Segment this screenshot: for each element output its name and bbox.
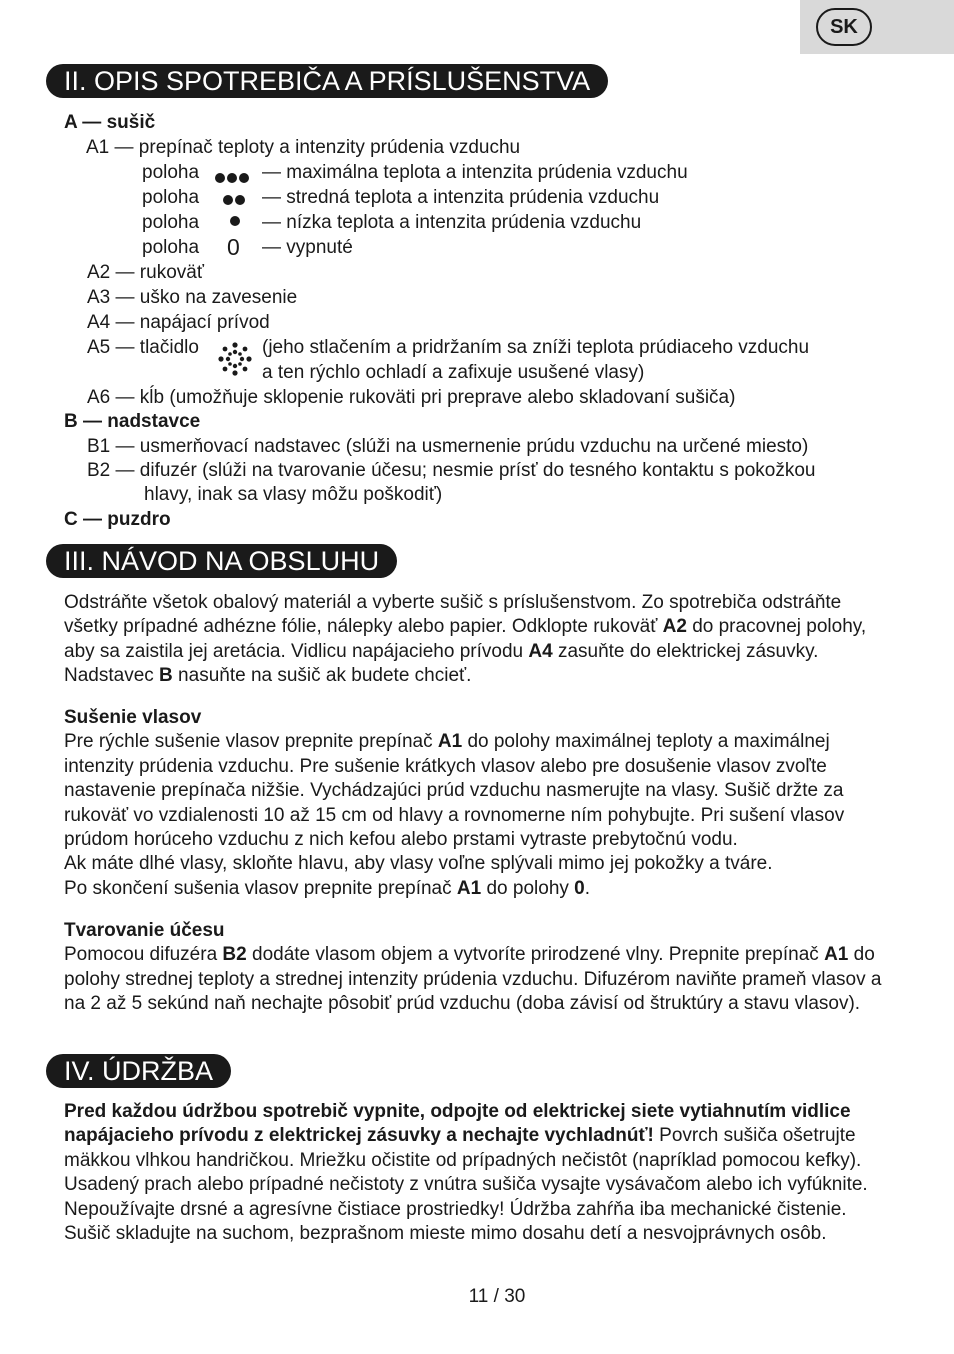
position-label: poloha bbox=[142, 187, 200, 208]
group-c-heading: C — puzdro bbox=[64, 509, 171, 530]
position-desc: — nízka teplota a intenzita prúdenia vzduchu bbox=[262, 212, 642, 233]
language-tab bbox=[800, 0, 954, 54]
zero-icon: 0 bbox=[227, 234, 240, 260]
position-label: poloha bbox=[142, 162, 200, 183]
styling-title: Tvarovanie účesu bbox=[64, 920, 225, 941]
page-number: 11 / 30 bbox=[468, 1286, 526, 1307]
two-dots-icon bbox=[222, 189, 246, 211]
item-a6: A6 — kĺb (umožňuje sklopenie rukoväti pri preprave alebo skladovaní sušiča) bbox=[87, 387, 736, 408]
intro-paragraph: Odstráňte všetok obalový materiál a vyberte sušič s príslušenstvom. Zo spotrebiča odstráňte všetky prípadné adhézne fólie, nálepky alebo papier. Odklopte rukoväť A2 do pracovnej polohy, aby sa zaistila jej aretácia. Vidlicu napájacieho prívodu A4 zasuňte do elektrickej zásuvky. Nadstavec B nasuňte na sušič ak budete chcieť. bbox=[64, 592, 867, 687]
position-desc: — stredná teplota a intenzita prúdenia vzduchu bbox=[262, 187, 660, 208]
three-dots-icon bbox=[214, 167, 250, 189]
section-title-instructions: III. NÁVOD NA OBSLUHU bbox=[46, 544, 397, 578]
item-a5-desc-2: a ten rýchlo ochladí a zafixuje usušené vlasy) bbox=[262, 362, 645, 383]
position-desc: — maximálna teplota a intenzita prúdenia vzduchu bbox=[262, 162, 688, 183]
item-b1: B1 — usmerňovací nadstavec (slúži na usmernenie prúdu vzduchu na určené miesto) bbox=[87, 436, 809, 457]
drying-section bbox=[64, 706, 894, 901]
drying-long-hair: Ak máte dlhé vlasy, skloňte hlavu, aby vlasy voľne splývali mimo jej pokožky a tváre. bbox=[64, 853, 773, 875]
styling-text: Pomocou difuzéra B2 dodáte vlasom objem a vytvoríte prirodzené vlny. Prepnite prepínač A1 do polohy strednej teploty a strednej intenzity prúdenia vzduchu. Difuzérom naviňte prameň vlasov a na 2 až 5 sekúnd naň nechajte pôsobiť prúd vzduchu (doba závisí od štruktúry a stavu vlasov). bbox=[64, 944, 882, 1015]
one-dot-icon bbox=[229, 210, 241, 232]
group-b-heading: B — nadstavce bbox=[64, 411, 201, 432]
item-a5: A5 — tlačidlo bbox=[87, 337, 199, 358]
drying-text: Pre rýchle sušenie vlasov prepnite prepínač A1 do polohy maximálnej teploty a maximálnej intenzity prúdenia vzduchu. Pre sušenie krátkych vlasov alebo pre dosušenie vlasov zvoľte nastavenie prepínača nižšie. Vychádzajúci prúd vzduchu nasmerujte na vlasy. Sušič držte za rukoväť vo vzdialenosti 10 až 15 cm od hlavy a rovnomerne ním pohybujte. Pri sušení vlasov prúdom horúceho vzduchu z nich kefou alebo prstami vytraste prebytočnú vodu. bbox=[64, 731, 845, 851]
group-a-heading: A — sušič bbox=[64, 112, 156, 133]
item-b2: B2 — difuzér (slúži na tvarovanie účesu; nesmie prísť do tesného kontaktu s pokožkou bbox=[87, 460, 816, 481]
position-label: poloha bbox=[142, 237, 200, 258]
position-desc: — vypnuté bbox=[262, 237, 353, 258]
maintenance-paragraph: Pred každou údržbou spotrebič vypnite, odpojte od elektrickej siete vytiahnutím vidlice napájacieho prívodu z elektrickej zásuvky a nechajte vychladnúť! Povrch sušiča ošetrujte mäkkou vlhkou handričkou. Mriežku očistite od prípadných nečistôt (napríklad pomocou kefky). Usadený prach alebo prípadné nečistoty z vnútra sušiča vysajte vysávačom alebo ich vyfúknite. Nepoužívajte drsné a agresívne čistiace prostriedky! Údržba zahŕňa iba mechanické čistenie. Sušič skladujte na suchom, bezprašnom mieste mimo dosahu detí a nesvojprávnych osôb. bbox=[64, 1101, 868, 1245]
position-label: poloha bbox=[142, 212, 200, 233]
item-a4: A4 — napájací prívod bbox=[87, 312, 270, 333]
language-badge: SK bbox=[816, 8, 872, 46]
drying-title: Sušenie vlasov bbox=[64, 707, 202, 728]
item-a1: A1 — prepínač teploty a intenzity prúdenia vzduchu bbox=[86, 137, 521, 158]
section-title-maintenance: IV. ÚDRŽBA bbox=[46, 1054, 231, 1088]
drying-end: Po skončení sušenia vlasov prepnite prepínač A1 do polohy 0. bbox=[64, 877, 591, 899]
cool-shot-icon bbox=[218, 342, 252, 376]
item-a5-desc-1: (jeho stlačením a pridržaním sa zníži teplota prúdiaceho vzduchu bbox=[262, 337, 810, 358]
item-a2: A2 — rukoväť bbox=[87, 262, 204, 283]
section-title-description: II. OPIS SPOTREBIČA A PRÍSLUŠENSTVA bbox=[46, 64, 608, 98]
styling-section bbox=[64, 919, 894, 1017]
item-b2-cont: hlavy, inak sa vlasy môžu poškodiť) bbox=[144, 484, 443, 505]
item-a3: A3 — uško na zavesenie bbox=[87, 287, 298, 308]
